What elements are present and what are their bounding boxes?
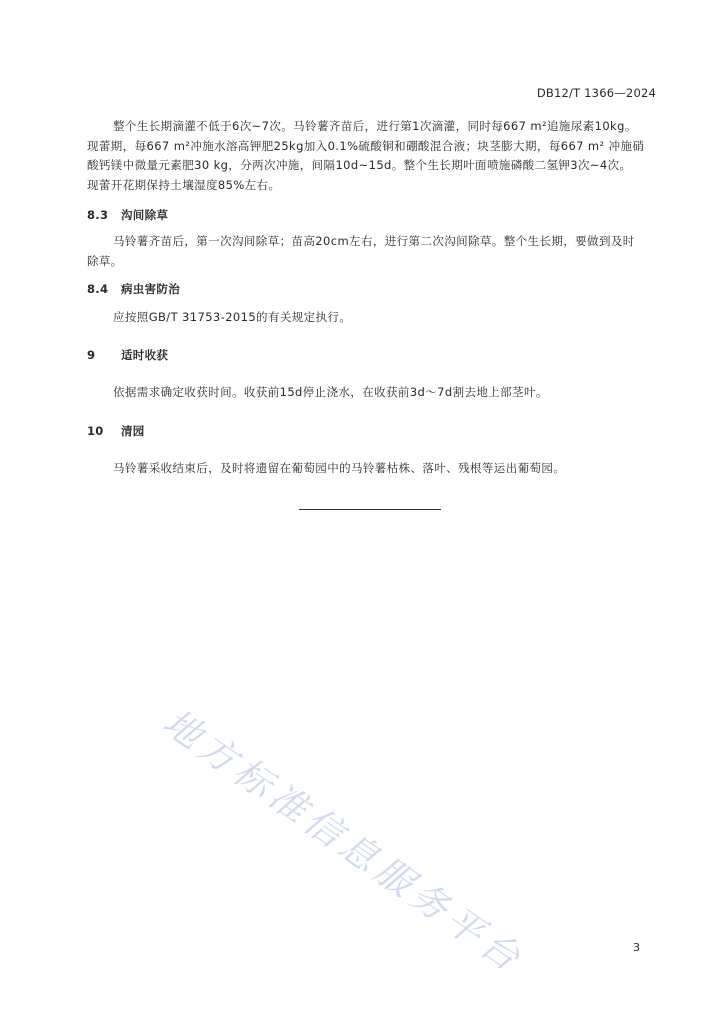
intro-paragraph	[87, 117, 662, 195]
section-line: 除草。	[87, 253, 123, 268]
section-line: 马铃薯采收结束后，及时将遗留在葡萄园中的马铃薯枯株、落叶、残根等运出葡萄园。	[113, 461, 566, 475]
section-body-8-4	[87, 308, 662, 328]
header-doc-code: DB12/T 1366—2024	[536, 86, 656, 100]
section-heading-9	[87, 347, 168, 363]
intro-line: 现蕾开花期保持土壤湿度85%左右。	[87, 177, 281, 192]
section-heading-10	[87, 423, 145, 439]
watermark-text: 地方标准信息服务平台	[155, 700, 533, 983]
section-title: 清园	[121, 424, 145, 438]
section-heading-8-4	[87, 281, 180, 297]
section-title: 适时收获	[121, 348, 169, 362]
section-line: 应按照GB/T 31753-2015的有关规定执行。	[113, 310, 352, 324]
section-number: 8.3	[87, 208, 109, 222]
end-rule	[299, 509, 441, 510]
section-title: 病虫害防治	[121, 282, 180, 296]
section-title: 沟间除草	[121, 208, 169, 222]
section-number: 8.4	[87, 282, 109, 296]
intro-line: 现蕾期，每667 m²冲施水溶高钾肥25kg加入0.1%硫酸铜和硼酸混合液；块茎膨大期，每667 m² 冲施硝	[87, 138, 645, 153]
section-number: 10	[87, 424, 104, 438]
intro-line: 酸钙镁中微量元素肥30 kg，分两次冲施，间隔10d~15d。整个生长期叶面喷施磷酸二氢钾3次~4次。	[87, 158, 632, 172]
page-number: 3	[633, 941, 640, 954]
section-line: 依据需求确定收获时间。收获前15d停止浇水，在收获前3d～7d割去地上部茎叶。	[113, 385, 548, 399]
section-body-8-3	[87, 232, 662, 271]
section-line: 马铃薯齐苗后，第一次沟间除草；苗高20cm左右，进行第二次沟间除草。整个生长期，要做到及时	[113, 234, 635, 248]
section-number: 9	[87, 348, 96, 362]
section-body-10	[87, 459, 662, 479]
intro-line: 整个生长期滴灌不低于6次~7次。马铃薯齐苗后，进行第1次滴灌，同时每667 m²追施尿素10kg。	[113, 119, 637, 133]
section-body-9	[87, 383, 662, 403]
section-heading-8-3	[87, 207, 168, 223]
